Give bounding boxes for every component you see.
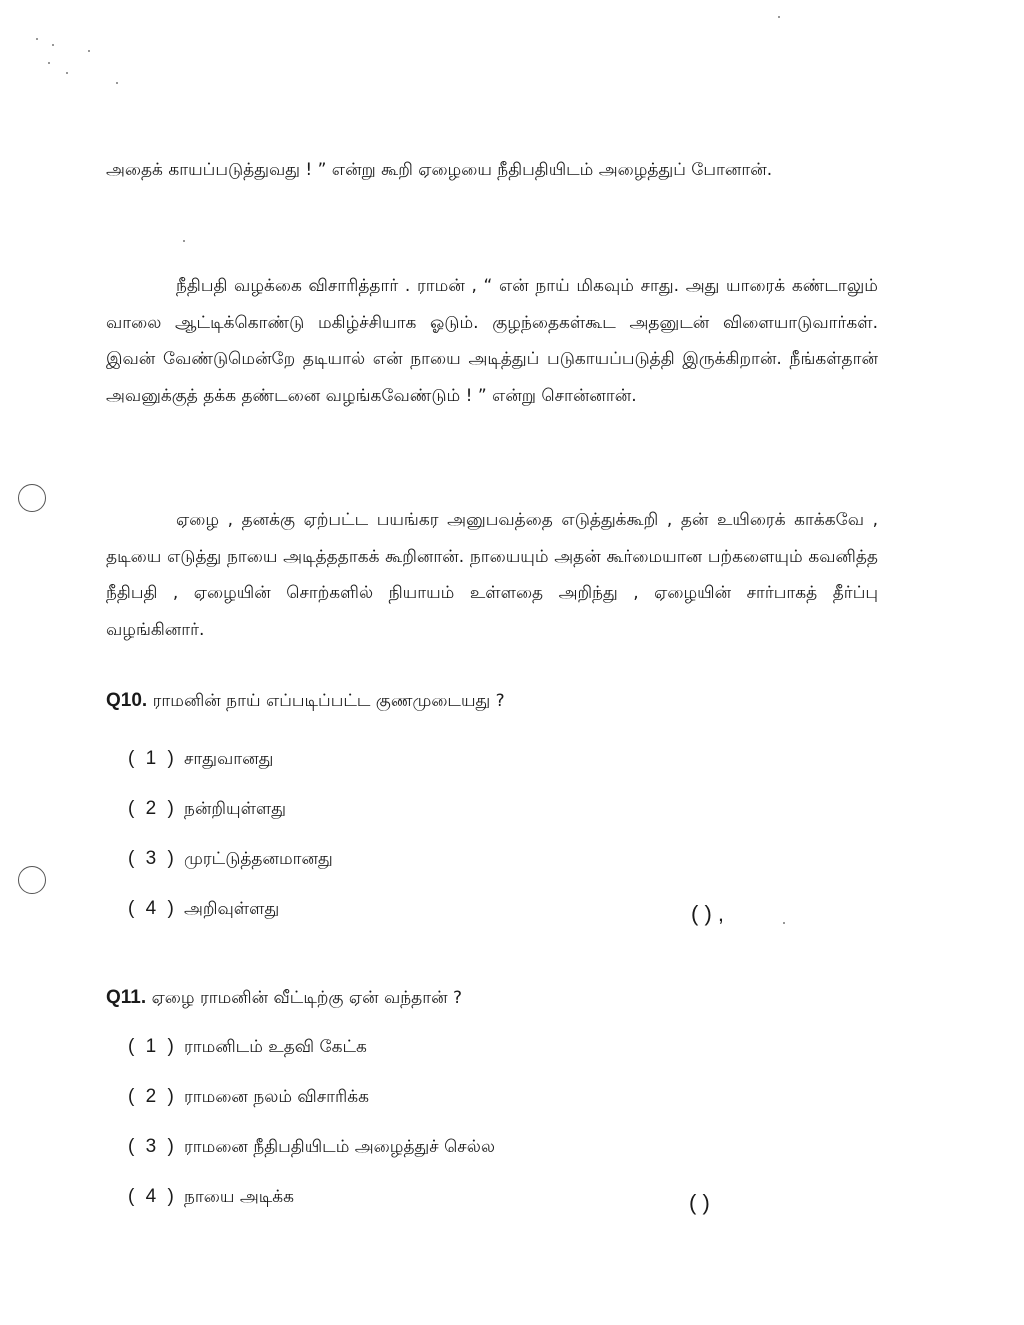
punch-hole-top [18,484,46,512]
question-11 [106,987,462,1010]
option-number: ( 4 ) [128,1186,177,1207]
option-number: ( 1 ) [128,748,177,769]
q11-option-3[interactable] [128,1136,495,1159]
passage-paragraph-2: நீதிபதி வழக்கை விசாரித்தார் . ராமன் , “ என் நாய் மிகவும் சாது. அது யாரைக் கண்டாலும் வாலை ஆட்டிக்கொண்டு மகிழ்ச்சியாக ஓடும். குழந்தைகள்கூட அதனுடன் விளையாடுவார்கள். இவன் வேண்டுமென்றே தடியால் என் நாயை அடித்துப் படுகாயப்படுத்தி இருக்கிறான். நீங்கள்தான் அவனுக்குத் தக்க தண்டனை வழங்கவேண்டும் ! ” என்று சொன்னான். [106,276,878,406]
option-text: முரட்டுத்தனமானது [184,849,333,869]
passage-paragraph-1: அதைக் காயப்படுத்துவது ! ” என்று கூறி ஏழையை நீதிபதியிடம் அழைத்துப் போனான். [106,160,773,180]
option-text: ராமனை நீதிபதியிடம் அழைத்துச் செல்ல [184,1137,495,1157]
option-text: ராமனிடம் உதவி கேட்க [184,1037,367,1057]
option-text: சாதுவானது [184,749,274,769]
question-number: Q10. [106,690,148,711]
scan-speck [48,62,50,64]
option-number: ( 1 ) [128,1036,177,1057]
q10-option-2[interactable] [128,798,286,821]
q11-option-4[interactable] [128,1186,294,1209]
scan-speck [183,240,185,242]
q11-option-2[interactable] [128,1086,369,1109]
scan-speck [778,16,780,18]
q10-option-1[interactable] [128,748,273,771]
scan-speck [116,82,118,84]
q11-option-1[interactable] [128,1036,367,1059]
option-number: ( 3 ) [128,1136,177,1157]
question-text: ஏழை ராமனின் வீட்டிற்கு ஏன் வந்தான் ? [151,988,463,1008]
scan-speck [52,44,54,46]
q10-option-3[interactable] [128,848,333,871]
punch-hole-bottom [18,866,46,894]
option-number: ( 3 ) [128,848,177,869]
scan-speck [783,922,785,924]
option-text: ராமனை நலம் விசாரிக்க [184,1087,370,1107]
option-number: ( 2 ) [128,1086,177,1107]
option-text: நாயை அடிக்க [184,1187,295,1207]
scan-speck [66,72,68,74]
option-text: நன்றியுள்ளது [184,799,287,819]
q10-option-4[interactable] [128,898,279,921]
q11-answer-blank[interactable]: ( ) [689,1190,710,1215]
passage-paragraph-3: ஏழை , தனக்கு ஏற்பட்ட பயங்கர அனுபவத்தை எடுத்துக்கூறி , தன் உயிரைக் காக்கவே , தடியை எடுத்து நாயை அடித்ததாகக் கூறினான். நாயையும் அதன் கூர்மையான பற்களையும் கவனித்த நீதிபதி , ஏழையின் சொற்களில் நியாயம் உள்ளதை அறிந்து , ஏழையின் சார்பாகத் தீர்ப்பு வழங்கினார். [106,510,878,640]
scan-speck [88,50,90,52]
question-text: ராமனின் நாய் எப்படிப்பட்ட குணமுடையது ? [152,691,505,711]
question-10 [106,690,505,713]
option-number: ( 2 ) [128,798,177,819]
option-text: அறிவுள்ளது [184,899,280,919]
question-number: Q11. [106,987,147,1008]
option-number: ( 4 ) [128,898,177,919]
scan-speck [36,38,38,40]
q10-answer-blank[interactable]: ( ) , [691,901,724,926]
